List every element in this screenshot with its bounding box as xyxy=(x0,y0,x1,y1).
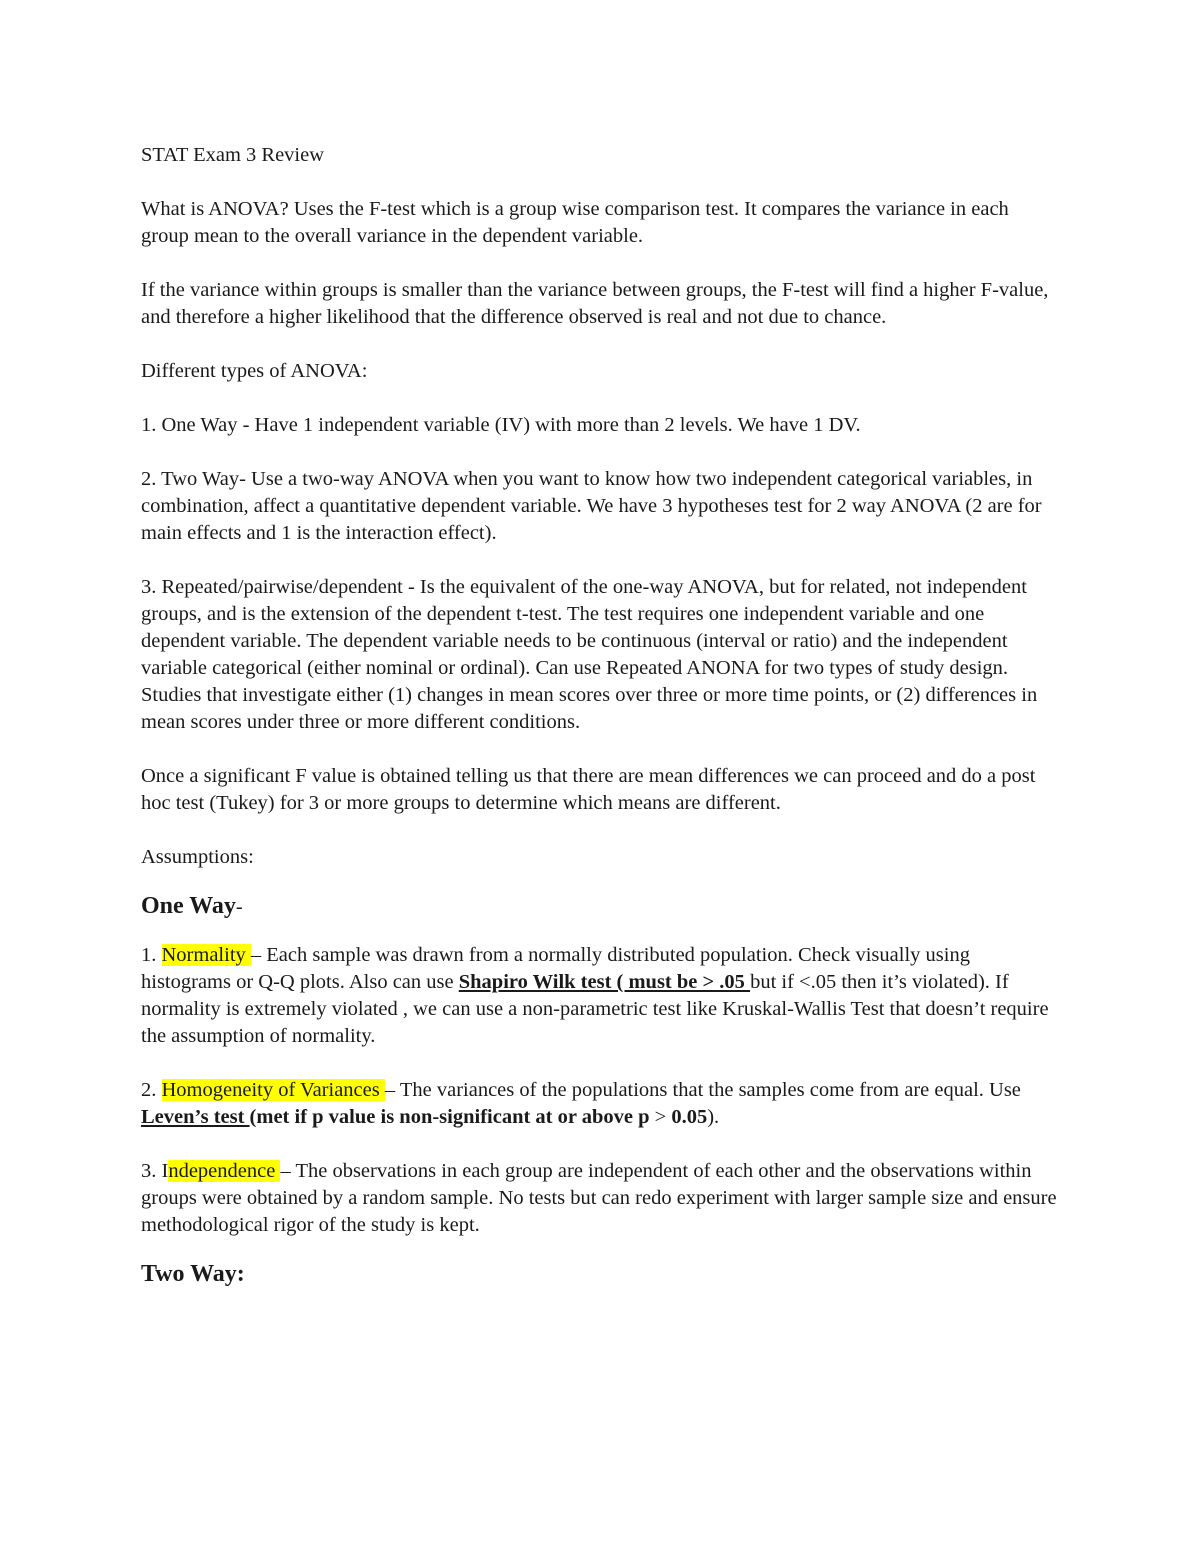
intro-paragraph-1: What is ANOVA? Uses the F-test which is a group wise comparison test. It compares the variance in each group mean to the overall variance in the dependent variable. xyxy=(141,198,1009,247)
types-heading: Different types of ANOVA: xyxy=(141,360,368,382)
assumption-normality xyxy=(141,942,1061,1050)
type-repeated: 3. Repeated/pairwise/dependent - Is the equivalent of the one-way ANOVA, but for related, not independent groups, and is the extension of the dependent t-test. The test requires one independent variable and one dependent variable. The dependent variable needs to be continuous (interval or ratio) and the independent variable categorical (either nominal or ordinal). Can use Repeated ANONA for two types of study design. Studies that investigate either (1) changes in mean scores over three or more time points, or (2) differences in mean scores under three or more different conditions. xyxy=(141,576,1038,733)
levens-condition-bold: (met if p value is non-significant at or above p xyxy=(249,1106,655,1128)
normality-text-1: – Each sample was drawn from a normally distributed population. Check visually using histograms or Q-Q plots. Also can use xyxy=(141,944,970,993)
assumption-independence xyxy=(141,1158,1061,1239)
one-way-heading-suffix: - xyxy=(235,896,243,918)
shapiro-wilk-bold: Shapiro Wilk test ( must be > .05 xyxy=(458,971,751,993)
one-way-heading-text: One Way xyxy=(141,893,236,919)
two-way-heading: Two Way: xyxy=(141,1261,245,1287)
independence-number: 3. I xyxy=(141,1160,169,1182)
homogeneity-term-highlight: Homogeneity of Variances xyxy=(161,1079,385,1101)
homogeneity-number: 2. xyxy=(141,1079,162,1101)
normality-term-highlight: Normality xyxy=(161,944,251,966)
independence-term-highlight: ndependence xyxy=(168,1160,281,1182)
intro-paragraph-2: If the variance within groups is smaller than the variance between groups, the F-test will find a higher F-value, and therefore a higher likelihood that the difference observed is real and not due to chance. xyxy=(141,279,1049,328)
type-two-way: 2. Two Way- Use a two-way ANOVA when you want to know how two independent categorical variables, in combination, affect a quantitative dependent variable. We have 3 hypotheses test for 2 way ANOVA (2 are for main effects and 1 is the interaction effect). xyxy=(141,468,1042,544)
assumptions-label: Assumptions: xyxy=(141,846,254,868)
posthoc-paragraph: Once a significant F value is obtained telling us that there are mean differences we can proceed and do a post hoc test (Tukey) for 3 or more groups to determine which means are different. xyxy=(141,765,1036,814)
levens-test-bold: Leven’s test xyxy=(141,1106,250,1128)
independence-text-1: – The observations in each group are independent of each other and the observations within groups were obtained by a random sample. No tests but can redo experiment with larger sample size and ensure methodological rigor of the study is kept. xyxy=(141,1160,1057,1236)
one-way-heading xyxy=(141,891,1061,922)
homogeneity-text-2: > xyxy=(654,1106,672,1128)
normality-number: 1. xyxy=(141,944,162,966)
type-one-way: 1. One Way - Have 1 independent variable (IV) with more than 2 levels. We have 1 DV. xyxy=(141,414,861,436)
homogeneity-text-1: – The variances of the populations that the samples come from are equal. Use xyxy=(384,1079,1021,1101)
homogeneity-text-3: ). xyxy=(707,1106,720,1128)
document-title: STAT Exam 3 Review xyxy=(141,144,325,166)
normality-text-2: but if <.05 then it’s violated). If normality is extremely violated , we can use a non-parametric test like Kruskal-Wallis Test that doesn’t require the assumption of normality. xyxy=(141,971,1049,1047)
assumption-homogeneity xyxy=(141,1077,1061,1131)
homogeneity-p-value-bold: 0.05 xyxy=(671,1106,708,1128)
document-body xyxy=(141,142,1061,1289)
